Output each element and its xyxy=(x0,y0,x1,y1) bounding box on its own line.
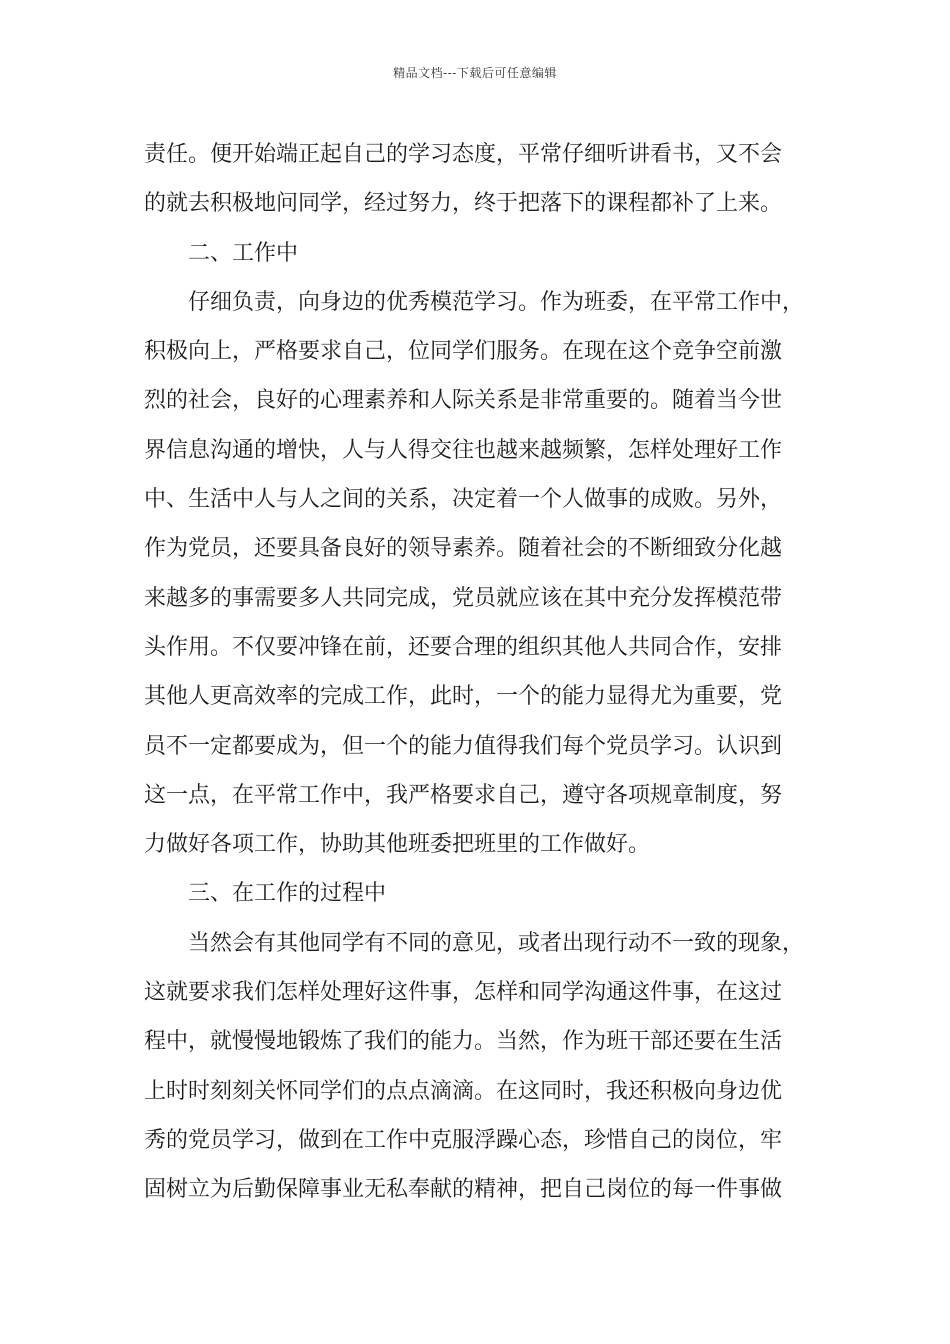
text-line: 仔细负责，向身边的优秀模范学习。作为班委，在平常工作中， xyxy=(188,289,805,315)
text-line: 力做好各项工作，协助其他班委把班里的工作做好。 xyxy=(144,832,651,858)
text-line: 这一点，在平常工作中，我严格要求自己，遵守各项规章制度，努 xyxy=(144,782,783,808)
text-line: 程中，就慢慢地锻炼了我们的能力。当然，作为班干部还要在生活 xyxy=(144,1029,783,1055)
text-line: 上时时刻刻关怀同学们的点点滴滴。在这同时，我还积极向身边优 xyxy=(144,1078,783,1104)
text-line: 当然会有其他同学有不同的意见，或者出现行动不一致的现象， xyxy=(188,930,805,956)
text-line: 积极向上，严格要求自己，位同学们服务。在现在这个竞争空前激 xyxy=(144,339,783,365)
text-line: 界信息沟通的增快，人与人得交往也越来越频繁，怎样处理好工作 xyxy=(144,437,783,463)
text-line: 固树立为后勤保障事业无私奉献的精神，把自己岗位的每一件事做 xyxy=(144,1177,783,1203)
text-line: 这就要求我们怎样处理好这件事，怎样和同学沟通这件事，在这过 xyxy=(144,980,783,1006)
text-line: 烈的社会，良好的心理素养和人际关系是非常重要的。随着当今世 xyxy=(144,388,783,414)
text-line: 来越多的事需要多人共同完成，党员就应该在其中充分发挥模范带 xyxy=(144,585,783,611)
document-body xyxy=(144,130,809,1215)
text-line: 中、生活中人与人之间的关系，决定着一个人做事的成败。另外， xyxy=(144,487,783,513)
text-line: 秀的党员学习，做到在工作中克服浮躁心态，珍惜自己的岗位，牢 xyxy=(144,1127,783,1153)
section-heading: 三、在工作的过程中 xyxy=(188,881,387,907)
text-line: 作为党员，还要具备良好的领导素养。随着社会的不断细致分化越 xyxy=(144,536,783,562)
text-line: 头作用。不仅要冲锋在前，还要合理的组织其他人共同合作，安排 xyxy=(144,634,783,660)
text-line: 责任。便开始端正起自己的学习态度，平常仔细听讲看书，又不会 xyxy=(144,142,783,167)
page-header: 精品文档---下载后可任意编辑 xyxy=(393,66,557,80)
text-line: 的就去积极地问同学，经过努力，终于把落下的课程都补了上来。 xyxy=(144,191,783,217)
text-line: 其他人更高效率的完成工作，此时，一个的能力显得尤为重要，党 xyxy=(144,684,783,710)
section-heading: 二、工作中 xyxy=(188,240,299,266)
text-line: 员不一定都要成为，但一个的能力值得我们每个党员学习。认识到 xyxy=(144,733,783,759)
